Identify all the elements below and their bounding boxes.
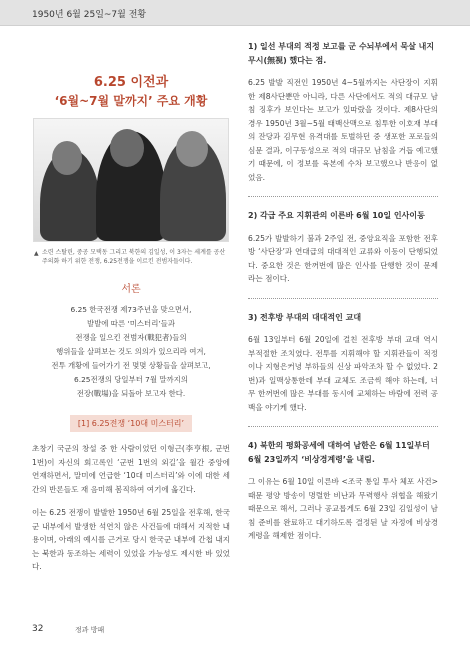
item-question: 1) 일선 부대의 적정 보고를 군 수뇌부에서 묵살 내지 무시(無視) 했다는 점. xyxy=(248,42,435,65)
intro-line: 전장(戰場)을 되돌아 보고자 한다. xyxy=(76,389,186,398)
item-answer: 6월 13일부터 6월 20일에 걸친 전후방 부대 교대 역시 부적절한 조치였다. 전투를 지휘해야 할 지휘관들이 적정이나 지형은커녕 부하들의 신상 파악조차 할 수 없었다. 2번)과 일맥상통한데 부대 교체도 조금씩 해야 하는데, 너무 한꺼번에 많은 부대를 동시에 교체하는 바람에 전력 공백을 야기케 했다. xyxy=(248,335,438,412)
item-question: 2) 각급 주요 지휘관의 이른바 6월 10일 인사이동 xyxy=(248,211,425,220)
item-answer: 6.25가 발발하기 불과 2주일 전, 중앙요직을 포함한 전후방 ‘사단장’과 연대급의 대대적인 교류와 이동이 단행되었다. 중요한 것은 한꺼번에 많은 인사를 단행한 것이 문제라는 점이다. xyxy=(248,233,438,283)
historical-photo xyxy=(33,118,229,242)
intro-line: 6.25전쟁의 당일부터 7월 말까지의 xyxy=(74,375,188,384)
item-question: 3) 전후방 부대의 대대적인 교대 xyxy=(248,312,362,322)
running-header-title: 1950년 6월 25일~7월 전황 xyxy=(32,10,147,20)
photo-caption-text: 소련 스탈린, 중공 모택동 그리고 북한의 김일성, 이 3자는 세계를 공산주의화 하기 위한 전쟁, 6.25전쟁을 이르킨 전범자들이다. xyxy=(42,249,226,265)
intro-line: 전쟁을 일으킨 전범자(戰犯者)들의 xyxy=(75,333,187,342)
intro-block xyxy=(32,303,230,401)
body-paragraph: 초창기 국군의 창설 중 한 사람이었던 이형근(李亨根, 군번 1번)이 자신의 회고록인 ‘군번 1번의 외길’을 월간 중앙에 연재하면서, 말미에 언급한 ‘10대 미스터리’와 이에 대한 세간의 반론들도 재 음미해 봄직하여 여기에 옮긴다. xyxy=(32,444,230,494)
intro-line: 6.25 한국전쟁 제73주년을 맞으면서, xyxy=(70,305,192,314)
photo-caption xyxy=(32,248,230,266)
page-number: 32 xyxy=(32,624,44,634)
triangle-bullet-icon: ▲ xyxy=(34,250,39,257)
intro-line: 행위들을 살펴보는 것도 의의가 있으리라 여겨, xyxy=(56,347,206,356)
feature-title-line2: ‘6월~7월 말까지’ 주요 개황 xyxy=(54,94,208,108)
face-center xyxy=(110,129,144,167)
face-left xyxy=(52,141,82,175)
left-column xyxy=(32,40,230,574)
intro-line: 전투 개황에 들어가기 전 몇몇 상황들을 살펴보고, xyxy=(51,361,211,370)
item-answer: 그 이유는 6월 10일 이른바 <조국 통일 투사 체포 사건> 때문 평양 방송이 명렬한 비난과 무력행사 위협을 해왔기 때문으로 해서, 그러나 공교롭게도 6월 23일 김일성이 남침 준비를 완료하고 대기하도록 결정된 날 자정에 비상경계령을 해제한 점이다. xyxy=(248,477,438,540)
body-paragraph: 이는 6.25 전쟁이 발발한 1950년 6월 25일을 전후해, 한국군 내부에서 발생한 석연치 않은 사건들에 대해서 지적한 내용이며, 아래의 예시를 근거로 당시 한국군 내부에 간첩 내지는 북한과 동조하는 세력이 있었을 가능성도 제시한 바 있었다. xyxy=(32,508,230,571)
section-label: [1] 6.25전쟁 ‘10대 미스터리’ xyxy=(70,415,192,432)
divider xyxy=(248,298,438,299)
divider xyxy=(248,196,438,197)
feature-title xyxy=(32,74,230,110)
divider xyxy=(248,426,438,427)
publication-name: 정과 방패 xyxy=(75,626,105,634)
face-right xyxy=(176,131,208,167)
item-question: 4) 북한의 평화공세에 대하여 남한은 6월 11일부터 6월 23일까지 ‘비상경계령’을 내림. xyxy=(248,441,430,464)
section-heading xyxy=(32,411,230,432)
intro-heading: 서론 xyxy=(121,284,141,295)
intro-line: 발발에 따른 ‘미스터리’들과 xyxy=(87,319,175,328)
right-column xyxy=(248,40,438,543)
feature-title-line1: 6.25 이전과 xyxy=(93,75,169,90)
header-bar xyxy=(0,0,470,26)
item-answer: 6.25 발발 직전인 1950년 4~5월까지는 사단장이 지휘한 제8사단뿐만 아니라, 다른 사단에서도 적의 대규모 남침 징후가 보인다는 보고가 있따랐을 것이다. 제8사단의 경우 1950년 3월~5월 태백산맥으로 침투한 이호재 부대의 잔당과 김무현 유격대를 토벌하던 중 생포한 포로들의 심문 결과, 이구동성으로 적의 대규모 남침을 거듭 예고했기 때문에, 이 정보를 육본에 수차 보고했으나 반응이 없었음. xyxy=(248,78,438,182)
